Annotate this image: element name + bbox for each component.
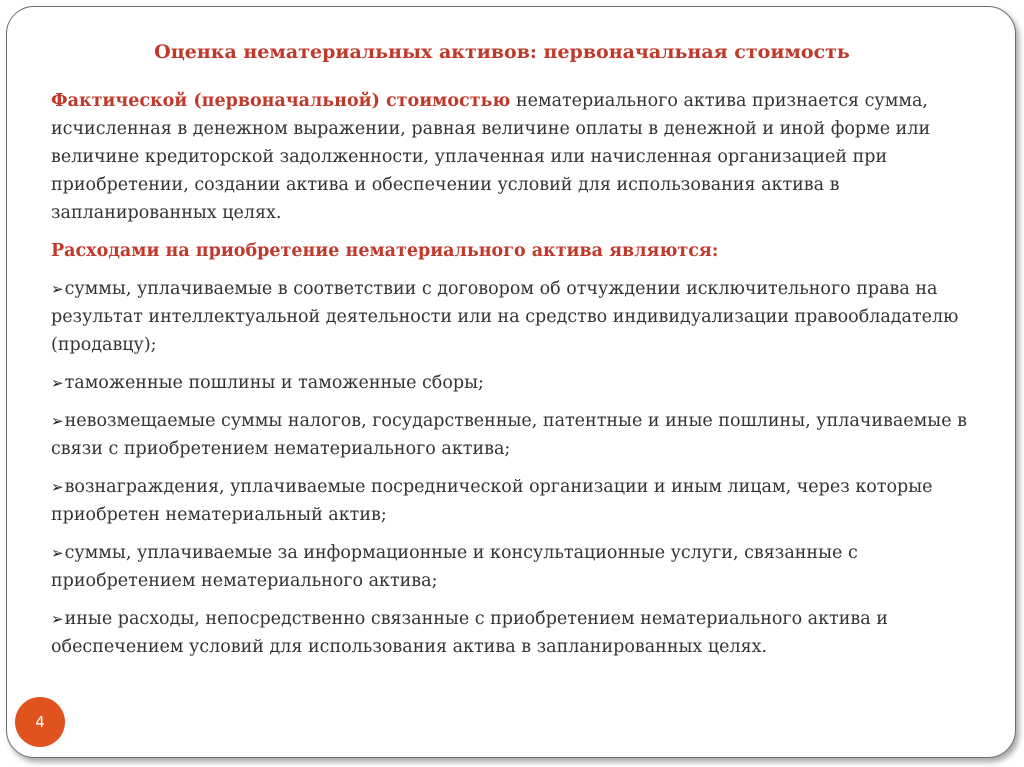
arrow-bullet-icon: ➢ <box>51 478 64 496</box>
expenses-list <box>51 275 991 661</box>
slide-title: Оценка нематериальных активов: первоначальная стоимость <box>154 41 850 63</box>
intro-paragraph <box>51 87 991 227</box>
list-item-text: суммы, уплачиваемые за информационные и консультационные услуги, связанные с приобретением нематериального актива; <box>51 543 858 591</box>
list-item-text: суммы, уплачиваемые в соответствии с договором об отчуждении исключительного права на результат интеллектуальной деятельности или на средство индивидуализации правообладателю (продавцу); <box>51 279 959 355</box>
list-item-text: иные расходы, непосредственно связанные с приобретением нематериального актива и обеспечением условий для использования актива в запланированных целях. <box>51 609 888 657</box>
arrow-bullet-icon: ➢ <box>51 412 64 430</box>
intro-lead-term: Фактической (первоначальной) стоимостью <box>51 91 511 111</box>
arrow-bullet-icon: ➢ <box>51 374 64 392</box>
list-item <box>51 539 991 595</box>
intro-text: нематериального актива признается сумма, исчисленная в денежном выражении, равная величине оплаты в денежной и иной форме или величине кредиторской задолженности, уплаченная или начисленная организацией при приобретении, создании актива и обеспечении условий для использования актива в запланированных целях. <box>51 91 931 223</box>
arrow-bullet-icon: ➢ <box>51 610 64 628</box>
list-item <box>51 605 991 661</box>
slide-frame <box>6 6 1016 758</box>
list-item <box>51 473 991 529</box>
list-item-text: вознаграждения, уплачиваемые посреднической организации и иным лицам, через которые приобретен нематериальный актив; <box>51 477 933 525</box>
slide-content <box>51 87 991 671</box>
expenses-heading: Расходами на приобретение нематериального актива являются: <box>51 241 719 261</box>
arrow-bullet-icon: ➢ <box>51 544 64 562</box>
list-item <box>51 369 991 397</box>
list-item <box>51 275 991 359</box>
list-item-text: таможенные пошлины и таможенные сборы; <box>64 373 484 393</box>
page-number-badge: 4 <box>15 697 65 747</box>
list-item-text: невозмещаемые суммы налогов, государственные, патентные и иные пошлины, уплачиваемые в связи с приобретением нематериального актива; <box>51 411 967 459</box>
arrow-bullet-icon: ➢ <box>51 280 64 298</box>
list-item <box>51 407 991 463</box>
